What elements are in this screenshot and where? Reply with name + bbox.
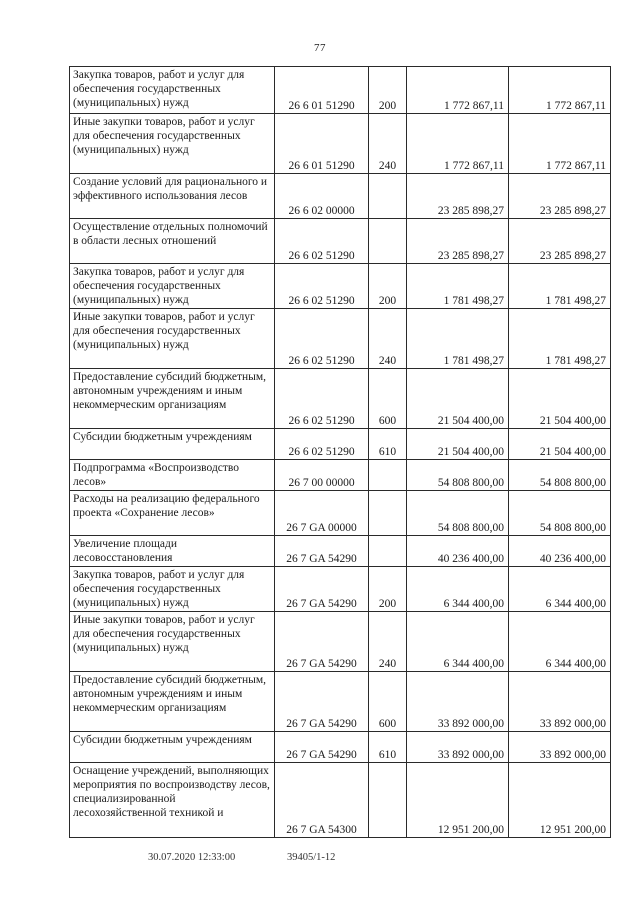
table-row	[70, 219, 611, 264]
row-type: 610	[369, 429, 407, 460]
row-code: 26 7 GA 00000	[275, 491, 369, 536]
table-row	[70, 264, 611, 309]
row-description: Субсидии бюджетным учреждениям	[70, 732, 275, 763]
row-type: 610	[369, 732, 407, 763]
row-code: 26 6 02 51290	[275, 369, 369, 429]
row-amount-2: 33 892 000,00	[509, 732, 611, 763]
row-description: Создание условий для рационального и эффективного использования лесов	[70, 174, 275, 219]
row-type: 200	[369, 264, 407, 309]
table-row	[70, 67, 611, 114]
footer-doc-number: 39405/1-12	[287, 852, 336, 863]
row-description: Закупка товаров, работ и услуг для обеспечения государственных (муниципальных) нужд	[70, 567, 275, 612]
row-description: Иные закупки товаров, работ и услуг для обеспечения государственных (муниципальных) нужд	[70, 612, 275, 672]
row-amount-2: 21 504 400,00	[509, 369, 611, 429]
row-description: Предоставление субсидий бюджетным, автономным учреждениям и иным некоммерческим организациям	[70, 369, 275, 429]
table-row	[70, 672, 611, 732]
table-row	[70, 309, 611, 369]
row-type: 600	[369, 369, 407, 429]
row-type: 240	[369, 114, 407, 174]
row-amount-1: 21 504 400,00	[407, 369, 509, 429]
table-row	[70, 612, 611, 672]
row-code: 26 6 02 51290	[275, 264, 369, 309]
row-type: 240	[369, 612, 407, 672]
row-description: Предоставление субсидий бюджетным, автономным учреждениям и иным некоммерческим организациям	[70, 672, 275, 732]
row-amount-2: 1 781 498,27	[509, 309, 611, 369]
row-amount-1: 33 892 000,00	[407, 672, 509, 732]
row-description: Субсидии бюджетным учреждениям	[70, 429, 275, 460]
row-description: Оснащение учреждений, выполняющих мероприятия по воспроизводству лесов, специализированной лесохозяйственной техникой и	[70, 763, 275, 838]
row-amount-2: 33 892 000,00	[509, 672, 611, 732]
footer-timestamp: 30.07.2020 12:33:00	[148, 852, 236, 863]
row-type	[369, 460, 407, 491]
row-type	[369, 174, 407, 219]
row-code: 26 7 GA 54290	[275, 612, 369, 672]
row-amount-2: 54 808 800,00	[509, 460, 611, 491]
row-type: 200	[369, 567, 407, 612]
row-amount-1: 33 892 000,00	[407, 732, 509, 763]
row-amount-1: 6 344 400,00	[407, 612, 509, 672]
table-row	[70, 114, 611, 174]
row-description: Расходы на реализацию федерального проекта «Сохранение лесов»	[70, 491, 275, 536]
row-amount-2: 54 808 800,00	[509, 491, 611, 536]
row-amount-1: 1 781 498,27	[407, 309, 509, 369]
row-amount-2: 23 285 898,27	[509, 174, 611, 219]
table-row	[70, 732, 611, 763]
budget-table	[69, 66, 611, 838]
row-amount-1: 1 772 867,11	[407, 67, 509, 114]
row-amount-1: 12 951 200,00	[407, 763, 509, 838]
row-description: Закупка товаров, работ и услуг для обеспечения государственных (муниципальных) нужд	[70, 264, 275, 309]
row-amount-1: 23 285 898,27	[407, 174, 509, 219]
row-code: 26 6 02 51290	[275, 219, 369, 264]
row-amount-2: 12 951 200,00	[509, 763, 611, 838]
row-description: Закупка товаров, работ и услуг для обеспечения государственных (муниципальных) нужд	[70, 67, 275, 114]
row-type	[369, 763, 407, 838]
row-code: 26 7 GA 54290	[275, 732, 369, 763]
row-amount-2: 1 781 498,27	[509, 264, 611, 309]
row-amount-1: 54 808 800,00	[407, 460, 509, 491]
row-type: 200	[369, 67, 407, 114]
row-amount-2: 1 772 867,11	[509, 114, 611, 174]
row-code: 26 6 02 51290	[275, 309, 369, 369]
row-code: 26 7 GA 54290	[275, 536, 369, 567]
row-type	[369, 536, 407, 567]
row-amount-2: 23 285 898,27	[509, 219, 611, 264]
row-type	[369, 219, 407, 264]
row-code: 26 6 02 00000	[275, 174, 369, 219]
row-description: Подпрограмма «Воспроизводство лесов»	[70, 460, 275, 491]
table-row	[70, 369, 611, 429]
table-row	[70, 174, 611, 219]
row-description: Увеличение площади лесовосстановления	[70, 536, 275, 567]
table-row	[70, 429, 611, 460]
row-type: 240	[369, 309, 407, 369]
row-amount-1: 1 772 867,11	[407, 114, 509, 174]
row-code: 26 6 01 51290	[275, 114, 369, 174]
row-code: 26 6 02 51290	[275, 429, 369, 460]
row-type	[369, 491, 407, 536]
row-amount-2: 6 344 400,00	[509, 567, 611, 612]
row-type: 600	[369, 672, 407, 732]
row-code: 26 7 00 00000	[275, 460, 369, 491]
row-description: Иные закупки товаров, работ и услуг для обеспечения государственных (муниципальных) нужд	[70, 114, 275, 174]
table-row	[70, 763, 611, 838]
row-amount-2: 6 344 400,00	[509, 612, 611, 672]
row-amount-2: 1 772 867,11	[509, 67, 611, 114]
row-code: 26 7 GA 54290	[275, 672, 369, 732]
row-amount-1: 1 781 498,27	[407, 264, 509, 309]
row-code: 26 7 GA 54300	[275, 763, 369, 838]
row-amount-1: 21 504 400,00	[407, 429, 509, 460]
row-amount-1: 6 344 400,00	[407, 567, 509, 612]
row-description: Иные закупки товаров, работ и услуг для обеспечения государственных (муниципальных) нужд	[70, 309, 275, 369]
row-amount-1: 54 808 800,00	[407, 491, 509, 536]
table-row	[70, 460, 611, 491]
row-amount-2: 40 236 400,00	[509, 536, 611, 567]
table-row	[70, 491, 611, 536]
table-row	[70, 536, 611, 567]
row-code: 26 7 GA 54290	[275, 567, 369, 612]
row-code: 26 6 01 51290	[275, 67, 369, 114]
page-number: 77	[314, 42, 326, 54]
row-description: Осуществление отдельных полномочий в области лесных отношений	[70, 219, 275, 264]
table-row	[70, 567, 611, 612]
row-amount-1: 40 236 400,00	[407, 536, 509, 567]
row-amount-1: 23 285 898,27	[407, 219, 509, 264]
row-amount-2: 21 504 400,00	[509, 429, 611, 460]
